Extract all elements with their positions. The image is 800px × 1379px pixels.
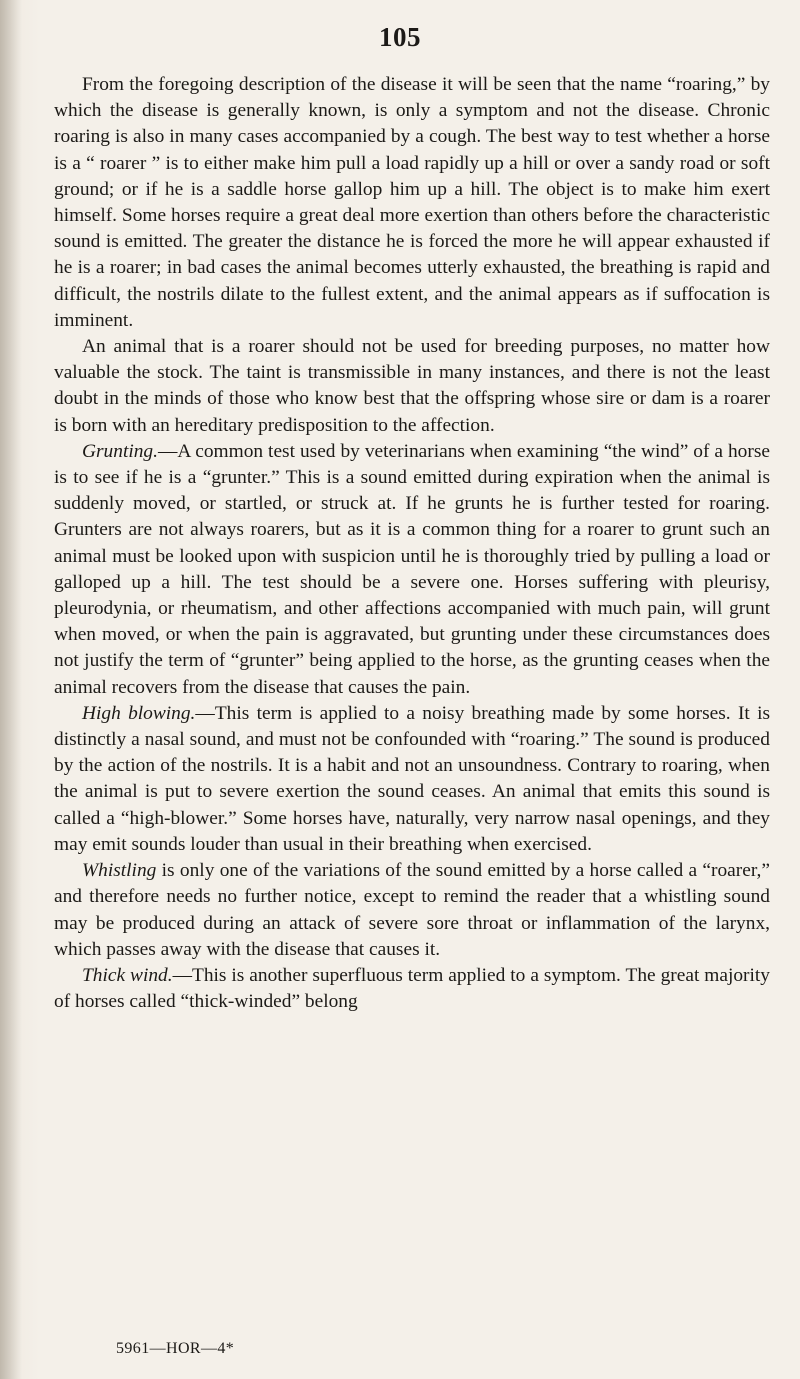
paragraph-roaring-symptom [54, 72, 770, 334]
section-term-grunting: Grunting. [82, 440, 158, 462]
section-term-high-blowing: High blowing. [82, 702, 196, 724]
paragraph-whistling [54, 858, 770, 963]
section-term-thick-wind: Thick wind. [82, 964, 173, 986]
paragraph-high-blowing [54, 701, 770, 858]
spine-shadow [0, 0, 22, 1379]
paragraph-text: —This term is applied to a noisy breathing made by some horses. It is distinctly a nasal sound, and must not be confounded with “roaring.” The sound is produced by the action of the nostrils. It is a habit and not an unsoundness. Contrary to roaring, when the animal is put to severe exertion the sound ceases. An animal that emits this sound is called a “high-blower.” Some horses have, naturally, very narrow nasal openings, and they may emit sounds louder than usual in their breathing when exercised. [54, 702, 771, 855]
printer-signature: 5961—HOR—4* [116, 1340, 235, 1357]
paragraph-text: —This is another superfluous term applied to a symptom. The great majority of horses called “thick-winded” belong [54, 964, 770, 1013]
body-text [54, 72, 770, 1015]
paragraph-grunting [54, 439, 770, 701]
paragraph-text: From the foregoing description of the disease it will be seen that the name “roaring,” by which the disease is generally known, is only a symptom and not the disease. Chronic roaring is also in many cases accompanied by a cough. The best way to test whether a horse is a “ roarer ” is to either make him pull a load rapidly up a hill or over a sandy road or soft ground; or if he is a saddle horse gallop him up a hill. The object is to make him exert himself. Some horses require a great deal more exertion than others before the characteristic sound is emitted. The greater the distance he is forced the more he will appear exhausted if he is a roarer; in bad cases the animal becomes utterly exhausted, the breathing is rapid and difficult, the nostrils dilate to the fullest extent, and the animal appears as if suffocation is imminent. [54, 74, 770, 331]
page-number: 105 [379, 22, 421, 52]
paragraph-thick-wind [54, 963, 770, 1015]
paragraph-text: —A common test used by veterinarians when examining “the wind” of a horse is to see if he is a “grunter.” This is a sound emitted during expiration when the animal is suddenly moved, or startled, or struck at. If he grunts he is further tested for roaring. Grunters are not always roarers, but as it is a common thing for a roarer to grunt such an animal must be looked upon with suspicion until he is thoroughly tried by pulling a load or galloped up a hill. The test should be a severe one. Horses suffering with pleurisy, pleurodynia, or rheumatism, and other affections accompanied with much pain, will grunt when moved, or when the pain is aggravated, but grunting under these circumstances does not justify the term of “grunter” being applied to the horse, as the grunting ceases when the animal recovers from the disease that causes the pain. [54, 440, 770, 698]
paragraph-breeding [54, 334, 770, 439]
section-term-whistling: Whistling [82, 860, 157, 882]
paragraph-text: An animal that is a roarer should not be used for breeding purposes, no matter how valuable the stock. The taint is transmissible in many instances, and there is not the least doubt in the minds of those who know best that the offspring whose sire or dam is a roarer is born with an hereditary predisposition to the affection. [54, 336, 770, 436]
paragraph-text: is only one of the variations of the sound emitted by a horse called a “roarer,” and therefore needs no further notice, except to remind the reader that a whistling sound may be produced during an attack of severe sore throat or inflammation of the larynx, which passes away with the disease that causes it. [54, 860, 770, 960]
